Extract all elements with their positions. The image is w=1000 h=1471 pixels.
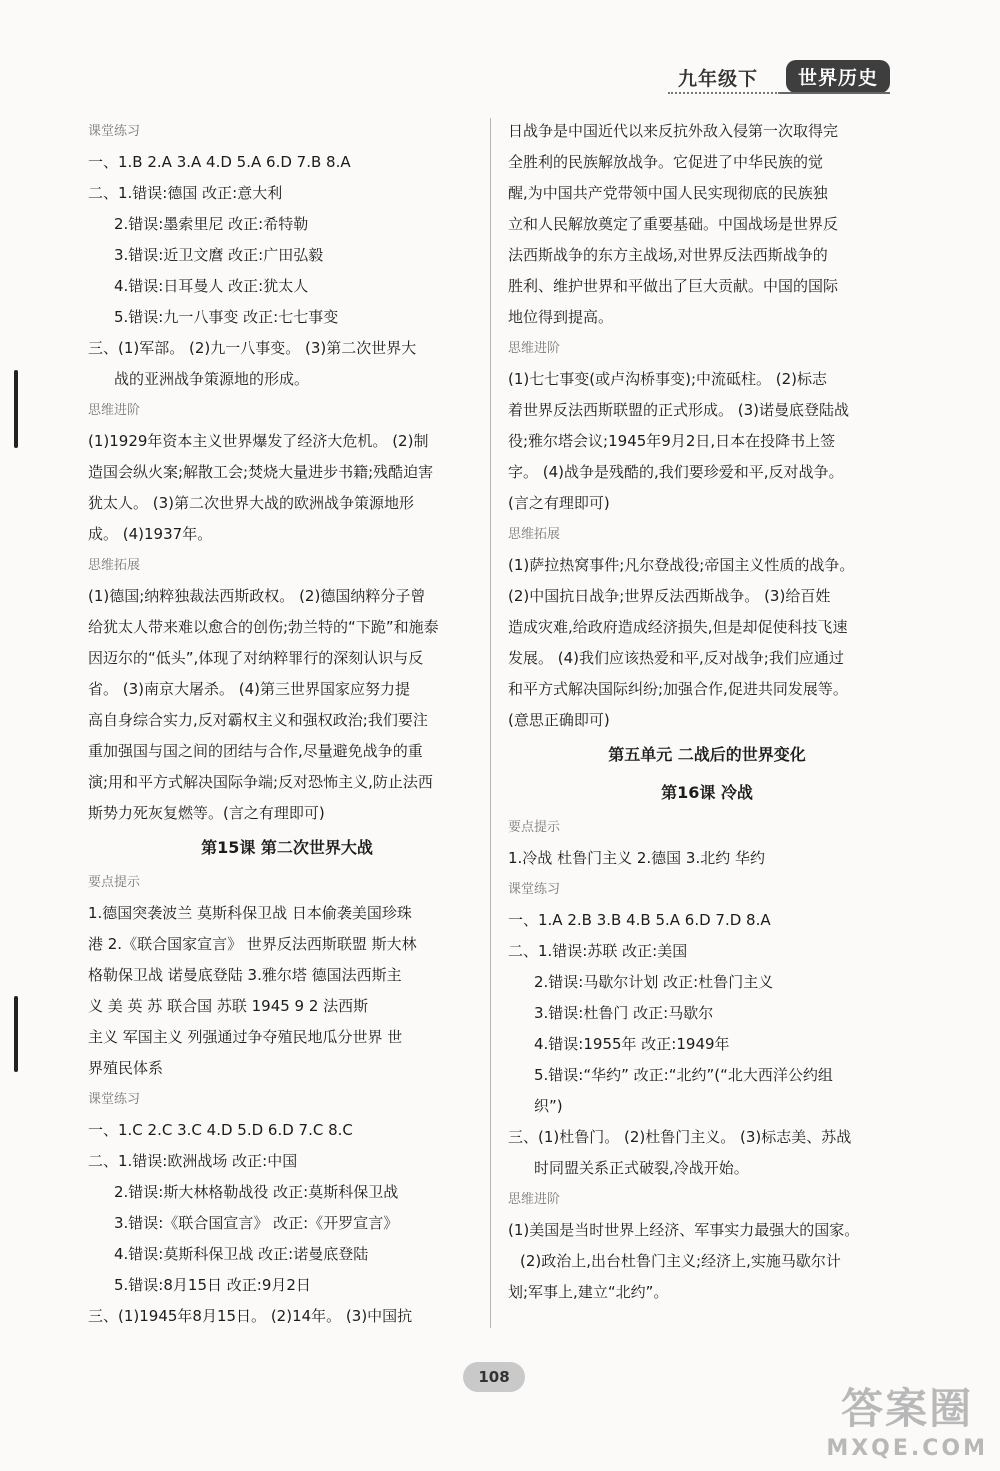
answer-line: 一、1.A 2.B 3.B 4.B 5.A 6.D 7.D 8.A [508, 911, 771, 929]
answer-line: 演;用和平方式解决国际争端;反对恐怖主义,防止法西 [88, 773, 433, 791]
answer-line: 划;军事上,建立“北约”。 [508, 1283, 669, 1301]
section-label: 课堂练习 [508, 882, 561, 897]
answer-line: 港 2.《联合国家宣言》 世界反法西斯联盟 斯大林 [88, 935, 417, 953]
answer-line: 3.错误:近卫文麿 改正:广田弘毅 [114, 246, 324, 264]
section-label: 要点提示 [88, 875, 141, 890]
answer-line: 重加强国与国之间的团结与合作,尽量避免战争的重 [88, 742, 423, 760]
answer-line: 二、1.错误:苏联 改正:美国 [508, 942, 688, 960]
section-label: 课堂练习 [88, 124, 141, 139]
answer-line: 立和人民解放奠定了重要基础。中国战场是世界反 [508, 215, 839, 233]
answer-line: 4.错误:1955年 改正:1949年 [534, 1035, 730, 1053]
answer-line: 主义 军国主义 列强通过争夺殖民地瓜分世界 世 [88, 1028, 403, 1046]
answer-line: 时同盟关系正式破裂,冷战开始。 [534, 1159, 749, 1177]
answer-line: 4.错误:日耳曼人 改正:犹太人 [114, 277, 309, 295]
section-label: 思维拓展 [508, 527, 561, 542]
subject-badge: 世界历史 [786, 60, 890, 93]
watermark [826, 1376, 988, 1461]
answer-line: 三、(1)杜鲁门。 (2)杜鲁门主义。 (3)标志美、苏战 [508, 1128, 852, 1146]
answer-line: (1)德国;纳粹独裁法西斯政权。 (2)德国纳粹分子曾 [88, 587, 426, 605]
answer-line: (1)萨拉热窝事件;凡尔登战役;帝国主义性质的战争。 [508, 556, 855, 574]
answer-line: 犹太人。 (3)第二次世界大战的欧洲战争策源地形 [88, 494, 415, 512]
scan-mark-top [14, 370, 18, 448]
answer-line: 三、(1)军部。 (2)九一八事变。 (3)第二次世界大 [88, 339, 417, 357]
answer-line: 3.错误:杜鲁门 改正:马歇尔 [534, 1004, 714, 1022]
answer-line: (言之有理即可) [508, 494, 610, 512]
header-dotted-rule [668, 92, 780, 94]
section-label: 思维进阶 [508, 341, 561, 356]
answer-line: 战的亚洲战争策源地的形成。 [114, 370, 310, 388]
answer-line: 造成灾难,给政府造成经济损失,但是却促使科技飞速 [508, 618, 848, 636]
answer-line: (2)政治上,出台杜鲁门主义;经济上,实施马歇尔计 [520, 1252, 841, 1270]
answer-line: 一、1.C 2.C 3.C 4.D 5.D 6.D 7.C 8.C [88, 1121, 353, 1139]
answer-line: 5.错误:8月15日 改正:9月2日 [114, 1276, 311, 1294]
answer-line: 2.错误:马歇尔计划 改正:杜鲁门主义 [534, 973, 774, 991]
page-number: 108 [463, 1362, 525, 1392]
section-label: 思维进阶 [508, 1192, 561, 1207]
answer-line: 发展。 (4)我们应该热爱和平,反对战争;我们应通过 [508, 649, 844, 667]
answer-line: 3.错误:《联合国宣言》 改正:《开罗宣言》 [114, 1214, 399, 1232]
answer-line: 字。 (4)战争是残酷的,我们要珍爱和平,反对战争。 [508, 463, 844, 481]
answer-line: (1)美国是当时世界上经济、军事实力最强大的国家。 [508, 1221, 860, 1239]
answer-line: 二、1.错误:欧洲战场 改正:中国 [88, 1152, 298, 1170]
lesson-title: 第16课 冷战 [661, 783, 753, 802]
watermark-url: MXQE.COM [826, 1436, 988, 1461]
answer-line: (1)七七事变(或卢沟桥事变);中流砥柱。 (2)标志 [508, 370, 828, 388]
section-label: 课堂练习 [88, 1092, 141, 1107]
watermark-logo-text: 答案圈 [841, 1384, 974, 1433]
lesson-title: 第15课 第二次世界大战 [201, 838, 373, 857]
answer-line: 1.德国突袭波兰 莫斯科保卫战 日本偷袭美国珍珠 [88, 904, 412, 922]
answer-line: 役;雅尔塔会议;1945年9月2日,日本在投降书上签 [508, 432, 836, 450]
answer-line: 5.错误:“华约” 改正:“北约”(“北大西洋公约组 [534, 1066, 833, 1084]
answer-line: 着世界反法西斯联盟的正式形成。 (3)诺曼底登陆战 [508, 401, 850, 419]
answer-line: 胜利、维护世界和平做出了巨大贡献。中国的国际 [508, 277, 839, 295]
answer-line: 成。 (4)1937年。 [88, 525, 213, 543]
answer-line: 地位得到提高。 [508, 308, 614, 326]
answer-line: 一、1.B 2.A 3.A 4.D 5.A 6.D 7.B 8.A [88, 153, 351, 171]
answer-line: 1.冷战 杜鲁门主义 2.德国 3.北约 华约 [508, 849, 766, 867]
right-column [508, 116, 906, 1308]
section-label: 要点提示 [508, 820, 561, 835]
answer-line: 斯势力死灰复燃等。(言之有理即可) [88, 804, 325, 822]
answer-line: 省。 (3)南京大屠杀。 (4)第三世界国家应努力提 [88, 680, 411, 698]
answer-line: 二、1.错误:德国 改正:意大利 [88, 184, 283, 202]
section-label: 思维进阶 [88, 403, 141, 418]
lesson-title: 第五单元 二战后的世界变化 [608, 745, 806, 764]
answer-line: 义 美 英 苏 联合国 苏联 1945 9 2 法西斯 [88, 997, 369, 1015]
answer-line: 给犹太人带来难以愈合的创伤;勃兰特的“下跪”和施泰 [88, 618, 439, 636]
answer-line: (2)中国抗日战争;世界反法西斯战争。 (3)给百姓 [508, 587, 831, 605]
answer-line: 法西斯战争的东方主战场,对世界反法西斯战争的 [508, 246, 828, 264]
scan-mark-bottom [14, 996, 18, 1072]
column-divider [490, 118, 491, 1328]
left-column [88, 116, 486, 1332]
answer-line: (意思正确即可) [508, 711, 610, 729]
header-rule [780, 92, 890, 94]
answer-line: 高自身综合实力,反对霸权主义和强权政治;我们要注 [88, 711, 428, 729]
answer-line: 4.错误:莫斯科保卫战 改正:诺曼底登陆 [114, 1245, 369, 1263]
answer-line: 醒,为中国共产党带领中国人民实现彻底的民族独 [508, 184, 828, 202]
section-label: 思维拓展 [88, 558, 141, 573]
answer-line: (1)1929年资本主义世界爆发了经济大危机。 (2)制 [88, 432, 429, 450]
grade-label: 九年级下 [678, 68, 759, 90]
answer-line: 5.错误:九一八事变 改正:七七事变 [114, 308, 339, 326]
page-header [660, 58, 900, 98]
answer-line: 格勒保卫战 诺曼底登陆 3.雅尔塔 德国法西斯主 [88, 966, 402, 984]
answer-line: 界殖民体系 [88, 1059, 164, 1077]
answer-line: 日战争是中国近代以来反抗外敌入侵第一次取得完 [508, 122, 839, 140]
answer-line: 织”) [534, 1097, 563, 1115]
answer-line: 因迈尔的“低头”,体现了对纳粹罪行的深刻认识与反 [88, 649, 424, 667]
answer-line: 2.错误:斯大林格勒战役 改正:莫斯科保卫战 [114, 1183, 399, 1201]
answer-line: 三、(1)1945年8月15日。 (2)14年。 (3)中国抗 [88, 1307, 413, 1325]
answer-line: 造国会纵火案;解散工会;焚烧大量进步书籍;残酷迫害 [88, 463, 434, 481]
answer-line: 全胜利的民族解放战争。它促进了中华民族的觉 [508, 153, 824, 171]
answer-line: 2.错误:墨索里尼 改正:希特勒 [114, 215, 309, 233]
answer-line: 和平方式解决国际纠纷;加强合作,促进共同发展等。 [508, 680, 848, 698]
